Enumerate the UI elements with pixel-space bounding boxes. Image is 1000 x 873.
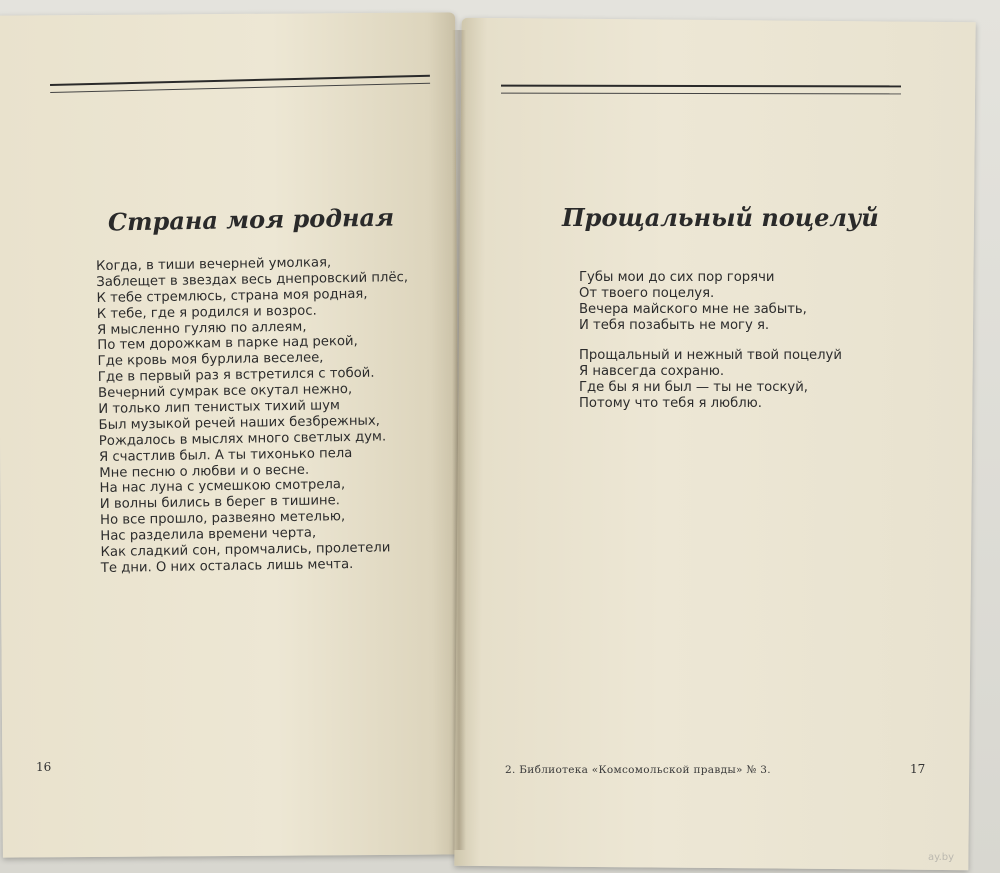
poem-line: Где бы я ни был — ты не тоскуй,: [579, 380, 809, 395]
poem-line: Рождалось в мыслях много светлых дум.: [98, 429, 387, 449]
left-page-number: 16: [36, 760, 52, 774]
right-page: [454, 18, 975, 870]
signature-footer: 2. Библиотека «Комсомольской правды» № 3.: [505, 764, 771, 776]
poem-line: Когда, в тиши вечерней умолкая,: [96, 255, 332, 274]
poem-line: Те дни. О них осталась лишь мечта.: [100, 556, 354, 576]
poem-line: Я мысленно гуляю по аллеям,: [96, 319, 307, 338]
stanza-break: [579, 334, 842, 348]
poem-line: Где в первый раз я встретился с тобой.: [97, 365, 375, 386]
poem-line: Но все прошло, развеяно метелью,: [99, 509, 346, 529]
poem-line: И только лип тенистых тихий шум: [98, 398, 341, 417]
poem-line: Прощальный и нежный твой поцелуй: [579, 348, 842, 363]
poem-line: К тебе, где я родился и возрос.: [96, 303, 317, 322]
poem-line: И волны бились в берег в тишине.: [99, 493, 341, 513]
poem-line: Где кровь моя бурлила веселее,: [97, 350, 324, 370]
right-poem: [579, 270, 842, 412]
poem-line: Был музыкой речей наших безбрежных,: [98, 413, 381, 433]
poem-line: И тебя позабыть не могу я.: [579, 318, 770, 333]
poem-line: Я счастлив был. А ты тихонько пела: [98, 445, 353, 465]
watermark: ay.by: [928, 852, 955, 863]
left-poem-title: Страна моя родная: [107, 202, 395, 237]
left-poem: [96, 254, 413, 577]
poem-line: Нас разделила времени черта,: [100, 525, 317, 545]
poem-line: Заблещет в звездах весь днепровский плёс,: [96, 269, 409, 290]
poem-line: Мне песню о любви и о весне.: [99, 462, 310, 481]
poem-line: Вечера майского мне не забыть,: [579, 302, 807, 317]
poem-line: Я навсегда сохраню.: [579, 364, 725, 379]
poem-line: Потому что тебя я люблю.: [579, 396, 762, 411]
poem-line: По тем дорожкам в парке над рекой,: [97, 334, 358, 354]
poem-line: Губы мои до сих пор горячи: [579, 270, 775, 285]
book-gutter: [452, 30, 466, 850]
poem-line: К тебе стремлюсь, страна моя родная,: [96, 286, 368, 306]
poem-line: Как сладкий сон, промчались, пролетели: [100, 540, 391, 560]
right-poem-title: Прощальный поцелуй: [562, 203, 879, 232]
right-page-number: 17: [910, 762, 926, 776]
poem-line: Вечерний сумрак все окутал нежно,: [97, 382, 353, 402]
poem-line: От твоего поцелуя.: [579, 286, 715, 301]
right-header-rule: [501, 85, 901, 95]
poem-line: На нас луна с усмешкою смотрела,: [99, 477, 346, 497]
